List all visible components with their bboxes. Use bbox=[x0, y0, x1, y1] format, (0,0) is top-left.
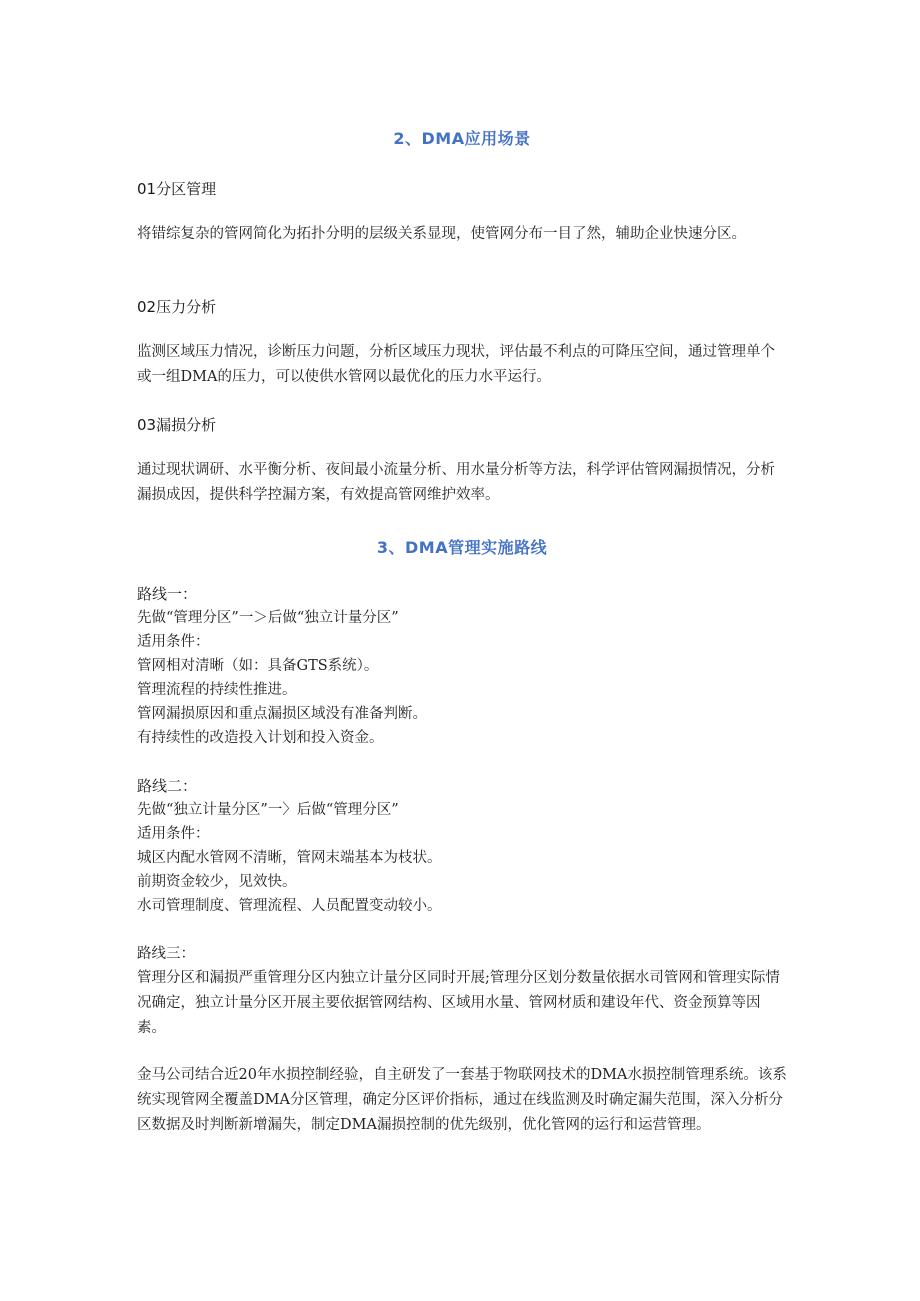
route-one-line: 管网相对清晰（如：具备GTS系统）。 bbox=[137, 658, 379, 674]
section-heading-implementation-routes: 3、DMA管理实施路线 bbox=[376, 538, 548, 557]
route-two-block bbox=[137, 774, 787, 918]
subheading-leakage-analysis: 03漏损分析 bbox=[137, 416, 217, 434]
route-two-line: 城区内配水管网不清晰，管网末端基本为枝状。 bbox=[137, 850, 442, 866]
route-one-line: 管网漏损原因和重点漏损区域没有准备判断。 bbox=[137, 706, 427, 722]
route-two-line: 先做“独立计量分区”一〉后做“管理分区” bbox=[137, 802, 399, 818]
paragraph-partition-management: 将错综复杂的管网简化为拓扑分明的层级关系显现，使管网分布一目了然，辅助企业快速分区。 bbox=[137, 226, 746, 242]
subheading-pressure-analysis: 02压力分析 bbox=[137, 298, 217, 316]
paragraph-pressure-analysis: 监测区域压力情况，诊断压力问题，分析区域压力现状，评估最不利点的可降压空间，通过管理单个或一组DMA的压力，可以使供水管网以最优化的压力水平运行。 bbox=[137, 344, 775, 385]
section-heading-applications: 2、DMA应用场景 bbox=[393, 129, 531, 148]
route-two-line: 适用条件： bbox=[137, 826, 210, 842]
route-two-line: 前期资金较少，见效快。 bbox=[137, 874, 297, 890]
route-one-line: 先做“管理分区”一＞后做“独立计量分区” bbox=[137, 610, 399, 626]
closing-paragraph: 金马公司结合近20年水损控制经验，自主研发了一套基于物联网技术的DMA水损控制管理系统。该系统实现管网全覆盖DMA分区管理，确定分区评价指标，通过在线监测及时确定漏失范围，深入分析分区数据及时判断新增漏失，制定DMA漏损控制的优先级别，优化管网的运行和运营管理。 bbox=[137, 1067, 787, 1133]
paragraph-leakage-analysis: 通过现状调研、水平衡分析、夜间最小流量分析、用水量分析等方法，科学评估管网漏损情况，分析漏损成因，提供科学控漏方案，有效提高管网维护效率。 bbox=[137, 462, 775, 503]
route-one-title: 路线一： bbox=[137, 585, 198, 603]
route-one-line: 管理流程的持续性推进。 bbox=[137, 682, 297, 698]
route-two-line: 水司管理制度、管理流程、人员配置变动较小。 bbox=[137, 898, 442, 914]
route-two-title: 路线二： bbox=[137, 777, 198, 795]
route-one-line: 适用条件： bbox=[137, 634, 210, 650]
route-three-block bbox=[137, 942, 787, 1041]
route-three-paragraph: 管理分区和漏损严重管理分区内独立计量分区同时开展;管理分区划分数量依据水司管网和管理实际情况确定，独立计量分区开展主要依据管网结构、区域用水量、管网材质和建设年代、资金预算等因素。 bbox=[137, 970, 780, 1036]
route-three-title: 路线三： bbox=[137, 946, 195, 962]
route-one-line: 有持续性的改造投入计划和投入资金。 bbox=[137, 730, 384, 746]
subheading-partition-management: 01分区管理 bbox=[137, 180, 217, 198]
route-one-block bbox=[137, 582, 787, 750]
